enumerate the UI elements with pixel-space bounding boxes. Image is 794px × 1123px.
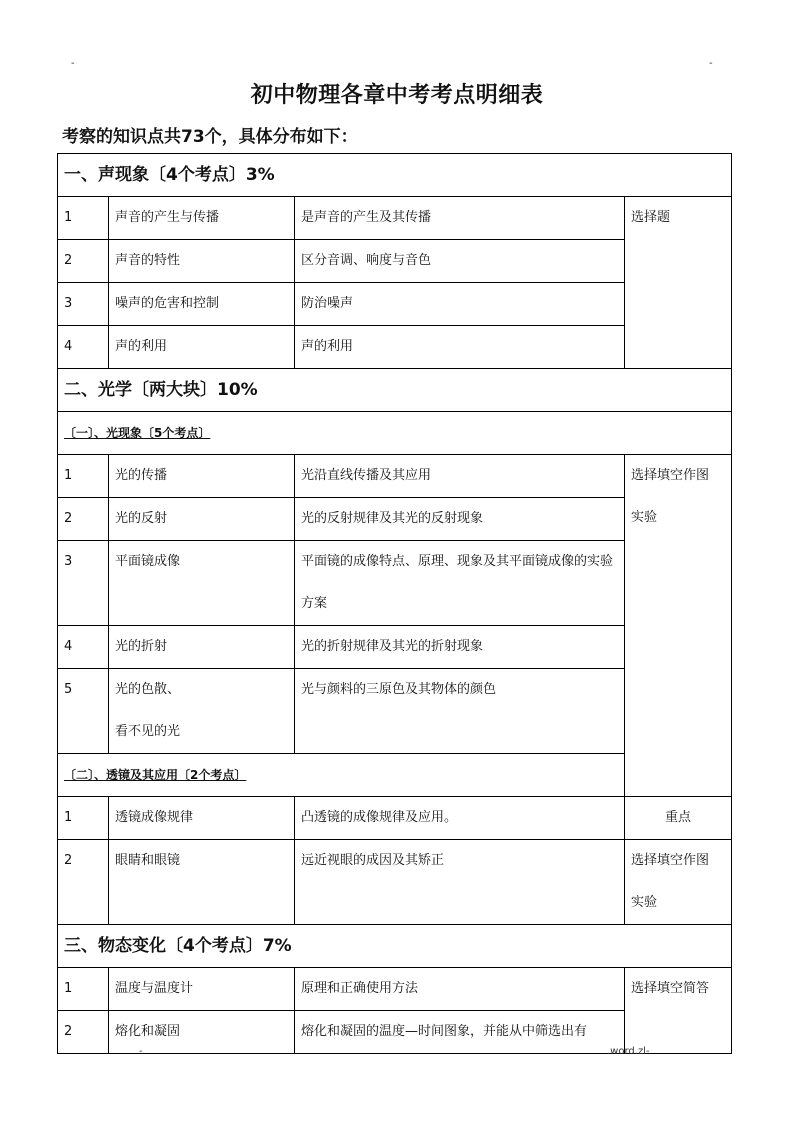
- row-detail: 远近视眼的成因及其矫正: [295, 840, 625, 925]
- row-question-type: [625, 455, 732, 797]
- row-topic: 声音的产生与传播: [109, 197, 295, 240]
- row-number: 1: [58, 455, 109, 498]
- footer-left-mark: -: [139, 1046, 143, 1057]
- row-topic: 眼睛和眼镜: [109, 840, 295, 925]
- row-number: 4: [58, 326, 109, 369]
- row-topic-line: 看不见的光: [115, 724, 181, 739]
- row-topic: [109, 669, 295, 754]
- section-heading-row: [58, 154, 732, 197]
- table-row: [58, 968, 732, 1011]
- row-detail: 熔化和凝固的温度—时间图象，并能从中筛选出有: [295, 1011, 625, 1054]
- row-detail: 声的利用: [295, 326, 625, 369]
- row-detail: 光的反射规律及其光的反射现象: [295, 498, 625, 541]
- row-topic: 透镜成像规律: [109, 797, 295, 840]
- row-topic: 声的利用: [109, 326, 295, 369]
- row-detail: 防治噪声: [295, 283, 625, 326]
- question-type-line: 选择填空作图: [631, 853, 710, 868]
- row-topic: 平面镜成像: [109, 541, 295, 626]
- row-detail: 区分音调、响度与音色: [295, 240, 625, 283]
- row-detail: 平面镜的成像特点、原理、现象及其平面镜成像的实验方案: [295, 541, 625, 626]
- table-row: [58, 840, 732, 925]
- row-number: 1: [58, 197, 109, 240]
- row-number: 4: [58, 626, 109, 669]
- page-title: 初中物理各章中考考点明细表: [250, 83, 544, 108]
- row-number: 1: [58, 968, 109, 1011]
- row-detail: 凸透镜的成像规律及应用。: [295, 797, 625, 840]
- row-topic-line: 光的色散、: [115, 682, 181, 697]
- row-detail: 原理和正确使用方法: [295, 968, 625, 1011]
- subsection-heading: 〔一〕、光现象〔5个考点〕: [64, 426, 211, 440]
- section-heading: 三、物态变化〔4个考点〕7%: [58, 925, 732, 968]
- row-number: 2: [58, 240, 109, 283]
- section-heading: 一、声现象〔4个考点〕3%: [58, 154, 732, 197]
- row-question-type: 选择题: [625, 197, 732, 369]
- table-row: [58, 197, 732, 240]
- row-topic: 熔化和凝固: [109, 1011, 295, 1054]
- row-question-type: [625, 840, 732, 925]
- row-number: 2: [58, 498, 109, 541]
- section-heading-row: [58, 369, 732, 412]
- header-left-mark: -: [71, 58, 75, 69]
- subsection-heading-row: [58, 412, 732, 455]
- table-row: [58, 455, 732, 498]
- row-question-type: 选择填空简答: [625, 968, 732, 1054]
- question-type-line: 选择填空作图: [631, 468, 710, 483]
- row-detail: 是声音的产生及其传播: [295, 197, 625, 240]
- row-topic: 声音的特性: [109, 240, 295, 283]
- row-number: 1: [58, 797, 109, 840]
- footer-right-mark: .word.zl-: [607, 1046, 650, 1057]
- table-row: [58, 797, 732, 840]
- row-topic: 光的传播: [109, 455, 295, 498]
- row-detail: 光沿直线传播及其应用: [295, 455, 625, 498]
- row-topic: 噪声的危害和控制: [109, 283, 295, 326]
- question-type-line: 实验: [631, 895, 658, 910]
- section-heading: 二、光学〔两大块〕10%: [58, 369, 732, 412]
- row-number: 2: [58, 1011, 109, 1054]
- row-topic: 光的折射: [109, 626, 295, 669]
- row-detail: 光的折射规律及其光的折射现象: [295, 626, 625, 669]
- row-question-type: 重点: [625, 797, 732, 840]
- row-topic: 光的反射: [109, 498, 295, 541]
- subsection-heading: 〔二〕、透镜及其应用〔2个考点〕: [64, 768, 247, 782]
- exam-points-table: [57, 153, 732, 1054]
- row-number: 2: [58, 840, 109, 925]
- section-heading-row: [58, 925, 732, 968]
- row-number: 3: [58, 283, 109, 326]
- row-number: 5: [58, 669, 109, 754]
- row-number: 3: [58, 541, 109, 626]
- page-subtitle: 考察的知识点共73个，具体分布如下：: [62, 127, 358, 147]
- row-detail: 光与颜料的三原色及其物体的颜色: [295, 669, 625, 754]
- row-topic: 温度与温度计: [109, 968, 295, 1011]
- question-type-line: 实验: [631, 510, 658, 525]
- header-right-mark: -: [709, 58, 713, 69]
